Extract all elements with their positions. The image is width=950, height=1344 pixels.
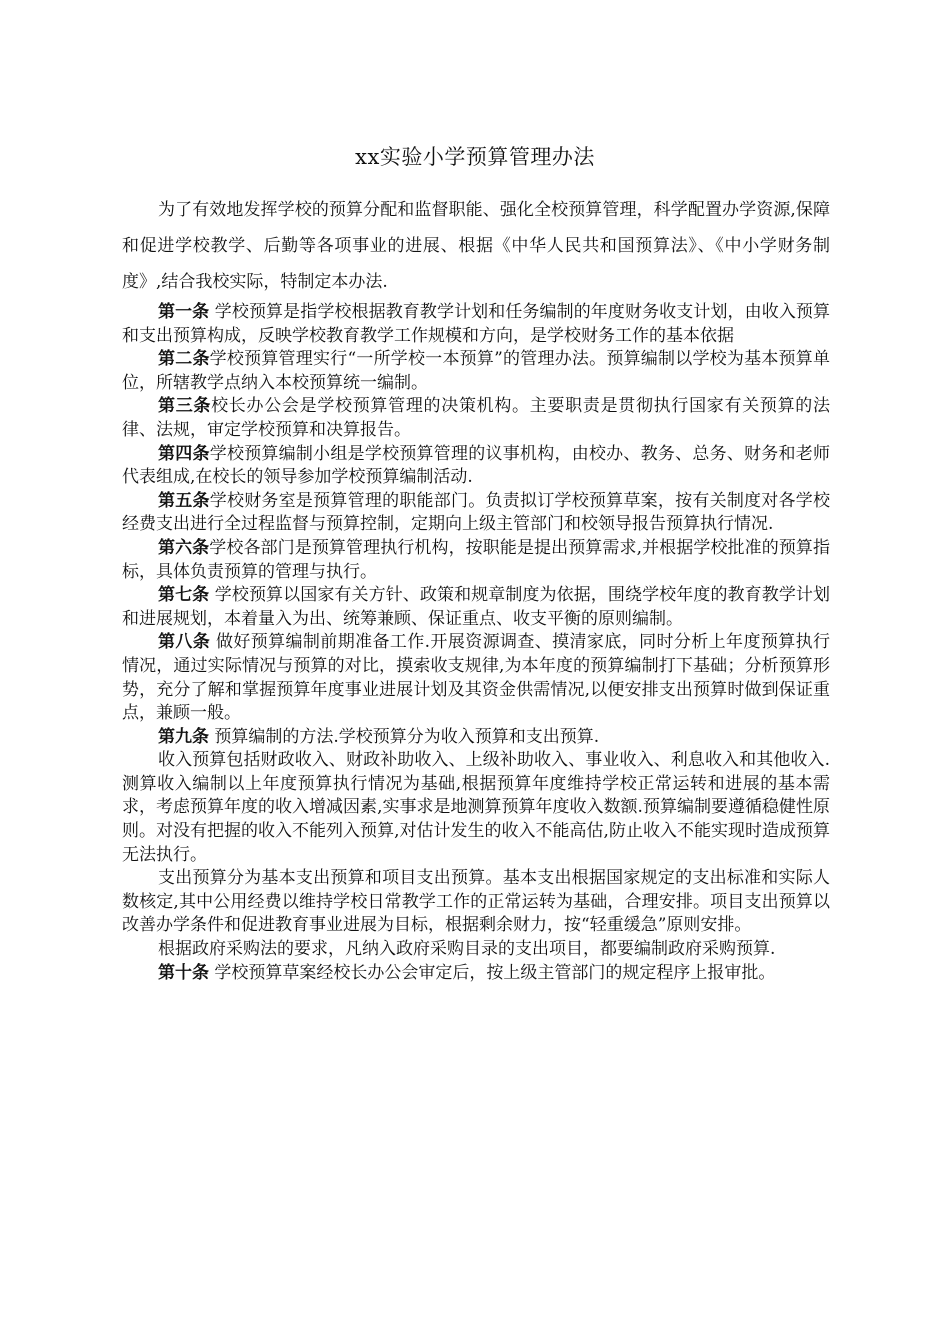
article-label: 第九条: [158, 726, 209, 747]
article-paragraph: [122, 490, 830, 537]
article-text: 学校预算以国家有关方针、政策和规章制度为依据，围绕学校年度的教育教学计划和进展规划，本着量入为出、统筹兼顾、保证重点、收支平衡的原则编制。: [122, 585, 831, 629]
article-paragraph: [122, 631, 830, 725]
article-text: 学校各部门是预算管理执行机构，按职能是提出预算需求,并根据学校批准的预算指标，具体负责预算的管理与执行。: [122, 537, 831, 582]
body-paragraph: [122, 749, 830, 867]
article-paragraph: [122, 443, 830, 490]
article-text: 学校财务室是预算管理的职能部门。负责拟订学校预算草案，按有关制度对各学校经费支出进行全过程监督与预算控制，定期向上级主管部门和校领导报告预算执行情况.: [122, 490, 831, 535]
intro-paragraph: 为了有效地发挥学校的预算分配和监督职能、强化全校预算管理，科学配置办学资源,保障和促进学校教学、后勤等各项事业的进展、根据《中华人民共和国预算法》、《中小学财务制度》,结合我校实际，特制定本办法.: [122, 200, 830, 292]
article-label: 第四条: [158, 443, 210, 464]
article-label: 第五条: [158, 490, 210, 511]
article-paragraph: [122, 962, 830, 986]
article-paragraph: [122, 537, 830, 584]
article-text: 收入预算包括财政收入、财政补助收入、上级补助收入、事业收入、利息收入和其他收入.测算收入编制以上年度预算执行情况为基础,根据预算年度维持学校正常运转和进展的基本需求，考虑预算年度的收入增减因素,实事求是地测算预算年度收入数额.预算编制要遵循稳健性原则。对没有把握的收入不能列入预算,对估计发生的收入不能高估,防止收入不能实现时造成预算无法执行。: [122, 750, 830, 865]
article-label: 第三条: [158, 396, 212, 417]
article-text: 校长办公会是学校预算管理的决策机构。主要职责是贯彻执行国家有关预算的法律、法规，审定学校预算和决算报告。: [122, 396, 830, 440]
article-text: 学校预算是指学校根据教育教学计划和任务编制的年度财务收支计划，由收入预算和支出预算构成，反映学校教育教学工作规模和方向，是学校财务工作的基本依据: [122, 302, 831, 346]
article-text: 学校预算管理实行“一所学校一本预算”的管理办法。预算编制以学校为基本预算单位，所辖教学点纳入本校预算统一编制。: [122, 349, 830, 393]
article-text: 支出预算分为基本支出预算和项目支出预算。基本支出根据国家规定的支出标准和实际人数核定,其中公用经费以维持学校日常教学工作的正常运转为基础，合理安排。项目支出预算以改善办学条件和促进教育事业进展为目标，根据剩余财力，按“轻重缓急”原则安排。: [122, 868, 830, 936]
article-paragraph: [122, 584, 830, 631]
body-paragraph: [122, 867, 830, 938]
article-text: 学校预算草案经校长办公会审定后，按上级主管部门的规定程序上报审批。: [209, 962, 776, 983]
article-paragraph: [122, 301, 830, 348]
article-label: 第十条: [158, 962, 209, 983]
article-paragraph: [122, 726, 830, 750]
article-text: 预算编制的方法.学校预算分为收入预算和支出预算.: [209, 726, 600, 747]
article-label: 第八条: [158, 632, 211, 653]
article-text: 根据政府采购法的要求，凡纳入政府采购目录的支出项目，都要编制政府采购预算.: [158, 939, 776, 960]
document-title: xx实验小学预算管理办法: [355, 145, 595, 169]
article-label: 第二条: [158, 349, 210, 370]
article-label: 第七条: [158, 585, 210, 606]
articles-body: [122, 301, 830, 985]
body-paragraph: [122, 938, 830, 962]
article-label: 第一条: [158, 302, 210, 322]
article-paragraph: [122, 348, 830, 395]
article-text: 学校预算编制小组是学校预算管理的议事机构，由校办、教务、总务、财务和老师代表组成,在校长的领导参加学校预算编制活动.: [122, 443, 831, 488]
article-paragraph: [122, 395, 830, 442]
article-text: 做好预算编制前期准备工作.开展资源调查、摸清家底，同时分析上年度预算执行情况，通过实际情况与预算的对比，摸索收支规律,为本年度的预算编制打下基础；分析预算形势，充分了解和掌握预算年度事业进展计划及其资金供需情况,以便安排支出预算时做到保证重点，兼顾一般。: [122, 632, 830, 724]
article-label: 第六条: [158, 537, 210, 558]
